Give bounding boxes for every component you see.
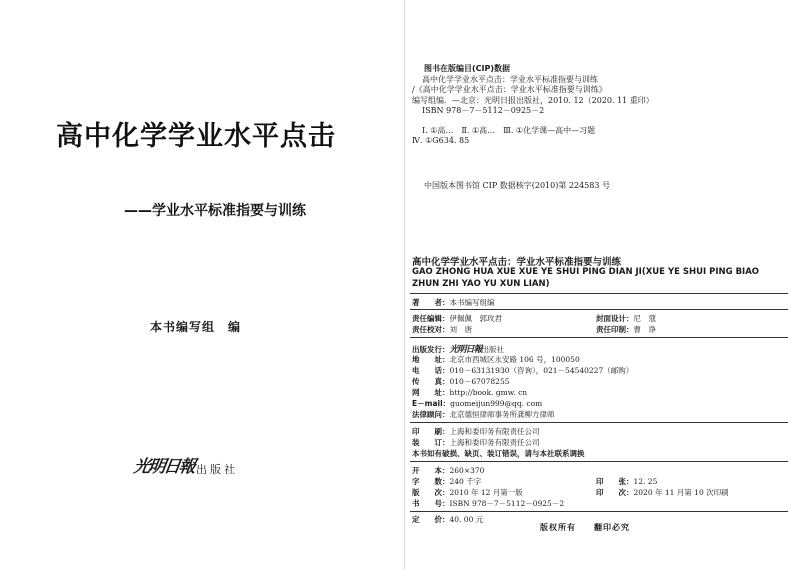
binder-row: 装 订：上海和委印务有限责任公司 [412,438,540,447]
publisher-name: 出版社 [196,463,238,476]
publisher-imprint [134,452,238,477]
author-row: 著 者：本书编写组编 [412,298,495,307]
phone-row: 电 话：010－63131930（咨询），021－54540227（邮购） [412,366,634,375]
price-row: 定 价：40. 00 元 [412,515,484,524]
word-count-row: 字 数：240 千字 [412,477,482,486]
cip-line: ISBN 978－7－5112－0925－2 [422,106,545,115]
legal-row: 法律顾问：北京德恒律师事务所龚柳方律师 [412,410,555,419]
book-title: 高中化学学业水平点击 [56,121,336,152]
book-subtitle: ——学业水平标准指要与训练 [124,203,306,219]
sheets-row: 印 张：12. 25 [596,477,658,486]
cip-block [412,64,654,147]
isbn-row: 书 号：ISBN 978－7－5112－0925－2 [412,499,565,508]
cip-line: /《高中化学学业水平点击：学业水平标准指要与训练》 [412,85,607,94]
pinyin-title: GAO ZHONG HUA XUE XUE YE SHUI PING DIAN JI(XUE YE SHUI PING BIAO ZHUN ZHI YAO YU XUN LIAN) [412,267,760,289]
divider [410,337,788,338]
cip-heading: 图书在版编目(CIP)数据 [424,64,511,73]
proofreader-row: 责任校对：刘 唐 [412,325,472,334]
cip-line: 高中化学学业水平点击：学业水平标准指要与训练 [422,74,598,84]
divider [410,461,788,462]
fax-row: 传 真：010－67078255 [412,377,510,386]
address-row: 地 址：北京市西城区永安路 106 号，100050 [412,355,580,364]
issuer-row: 出版发行：光明日報出版社 [412,345,505,355]
notice-row: 本书如有破损、缺页、装订错误，请与本社联系调换 [412,449,585,458]
cover-design-row: 封面设计：尼 蔻 [596,314,656,323]
divider [410,422,788,423]
cip-line: Ⅳ. ①G634. 85 [412,136,470,145]
printing-row: 印 次：2020 年 11 月第 10 次印刷 [596,488,729,497]
editor-row: 责任编辑：伊佩佩 郭玫君 [412,314,502,323]
email-row: E－mail：guomeijun999@qq. com [412,399,543,408]
page-gutter [404,0,405,570]
format-row: 开 本：260×370 [412,466,485,475]
divider [410,511,788,512]
rights-notice: 版权所有 翻印必究 [540,523,630,532]
website-row: 网 址：http://book. gmw. cn [412,388,528,397]
publisher-logo: 光明日報 [132,457,196,477]
divider [410,309,788,310]
printer-row: 印 刷：上海和委印务有限责任公司 [412,427,540,436]
publisher-logo: 光明日報 [449,345,482,355]
divider [410,293,788,294]
print-supervisor-row: 责任印制：曹 诤 [596,325,656,334]
copyright-book-title: 高中化学学业水平点击：学业水平标准指要与训练 [412,257,622,268]
compiler-credit: 本书编写组 编 [150,320,242,334]
cip-line: 编写组编．—北京：光明日报出版社，2010. 12（2020. 11 重印） [412,95,654,105]
cip-number: 中国版本图书馆 CIP 数据核字(2010)第 224583 号 [424,181,610,190]
edition-row: 版 次：2010 年 12 月第一版 [412,488,523,497]
cip-line: Ⅰ. ①高… Ⅱ. ①高… Ⅲ. ①化学课—高中—习题 [422,125,596,135]
